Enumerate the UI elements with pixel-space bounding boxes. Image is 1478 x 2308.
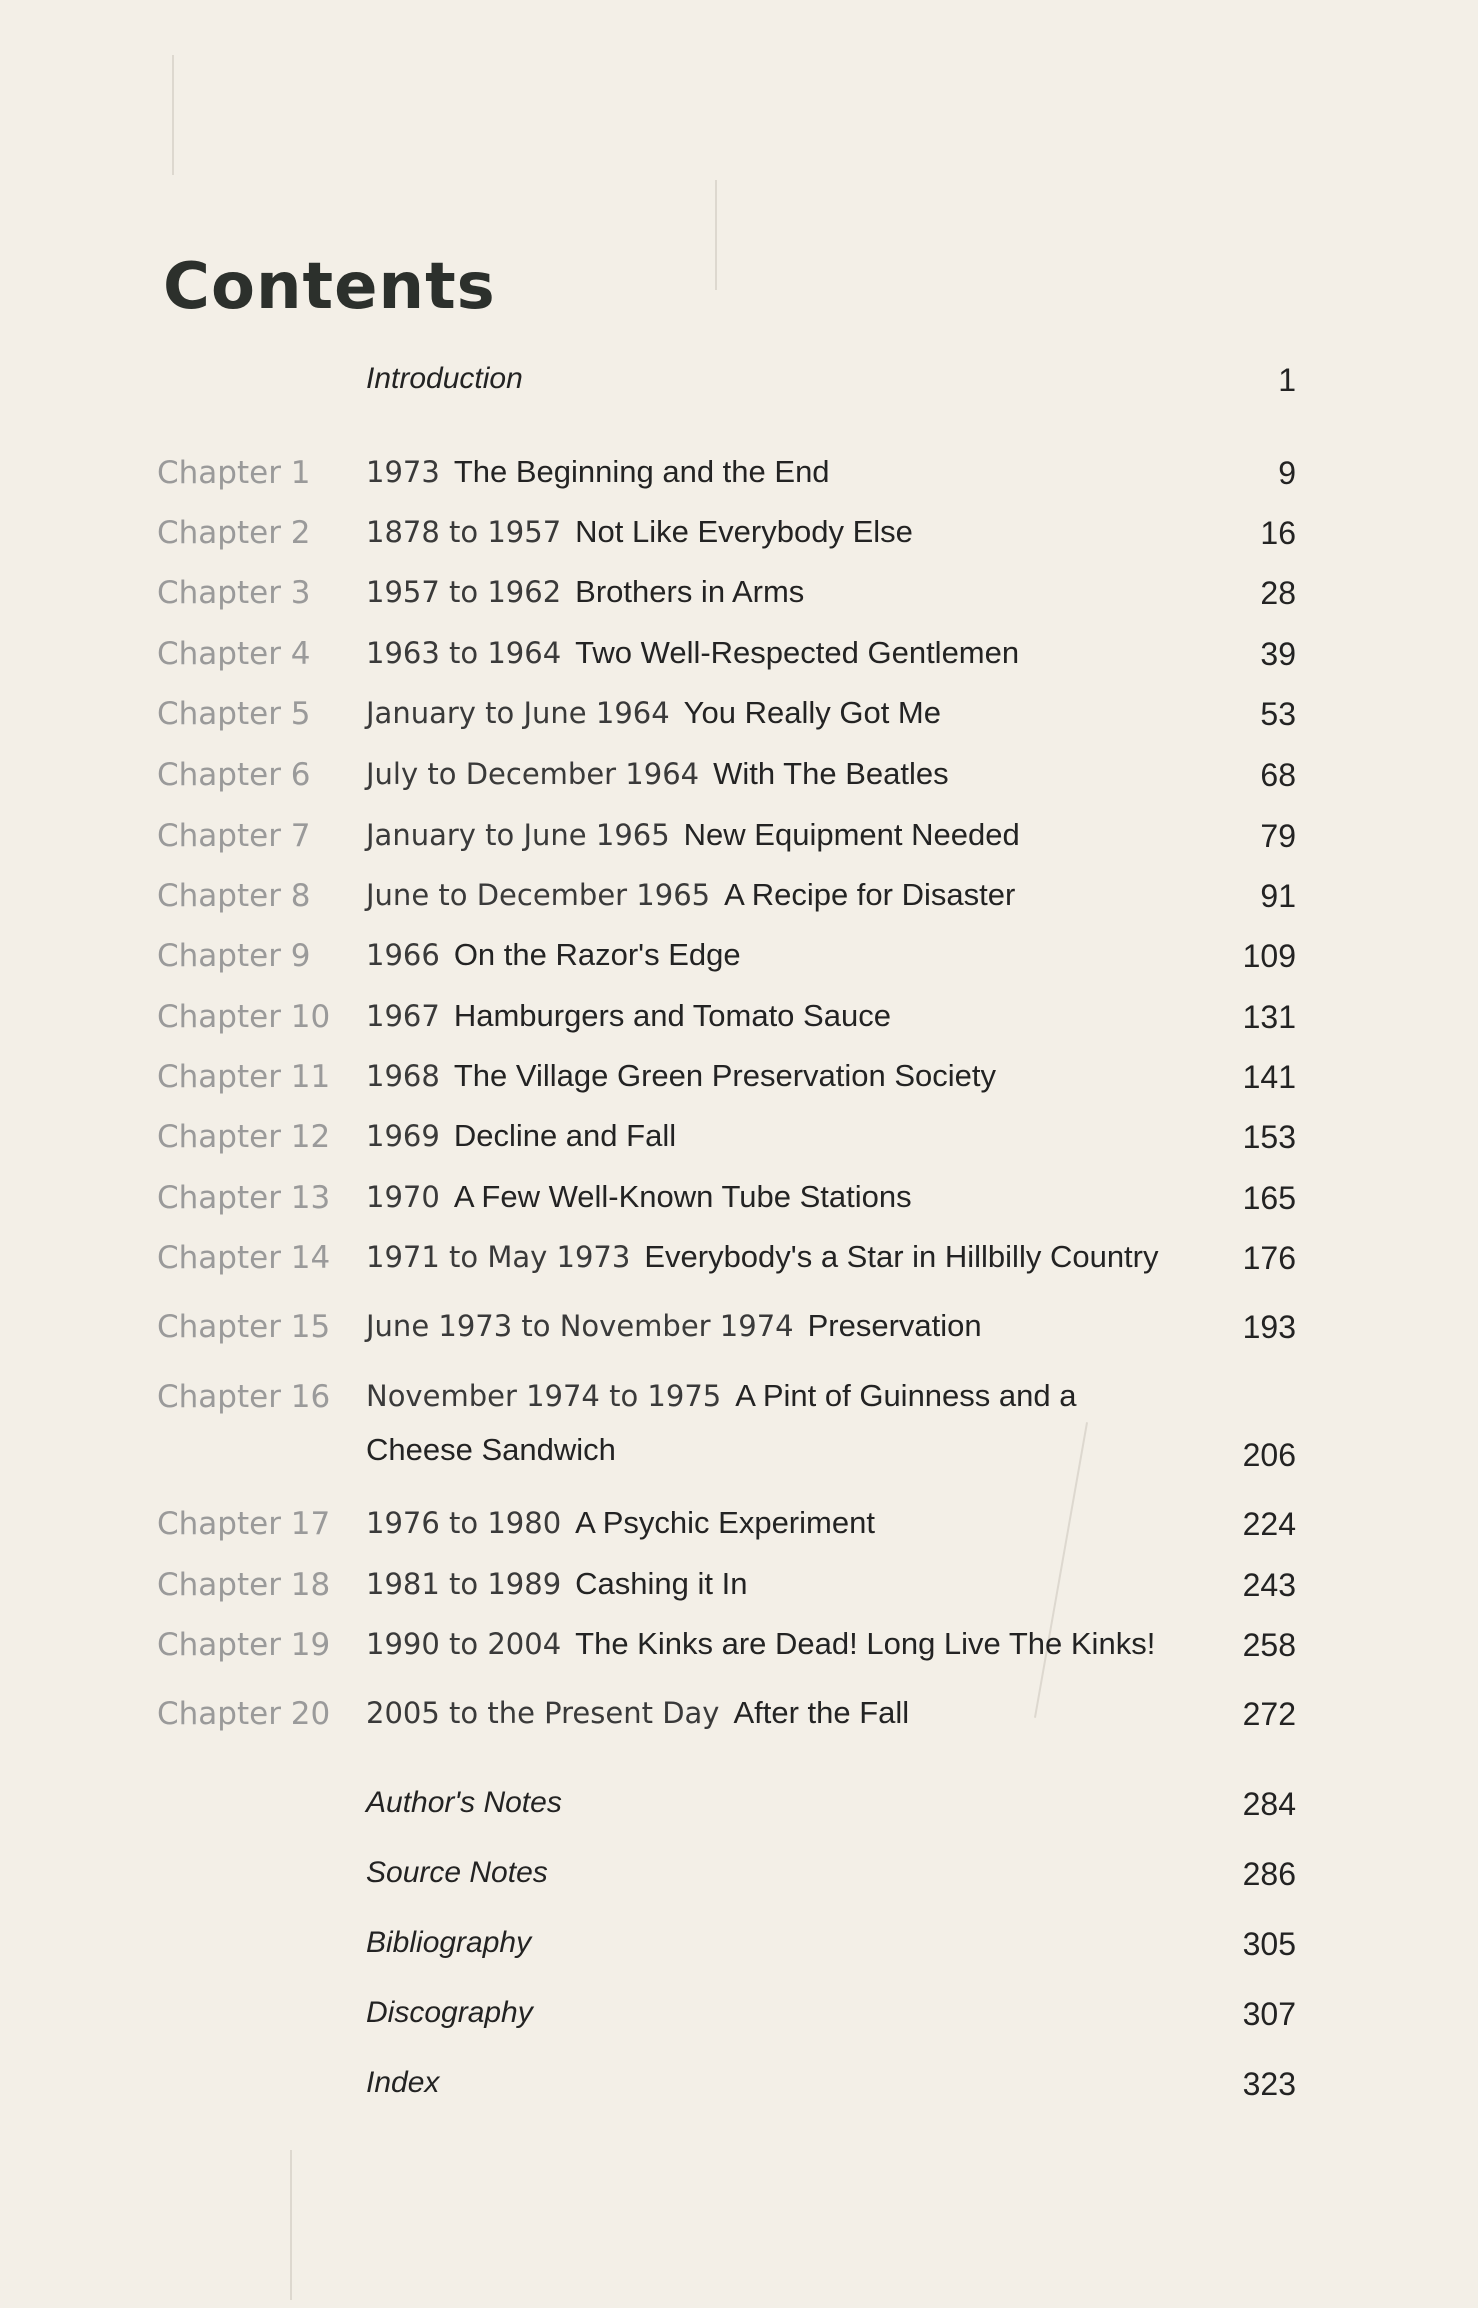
chapter-title: You Really Got Me	[683, 695, 941, 730]
chapter-page: 79	[1260, 818, 1296, 854]
chapter-label: Chapter 20	[157, 1696, 331, 1732]
chapter-page: 53	[1260, 696, 1296, 732]
toc-chapter-row	[0, 1378, 1478, 1473]
chapter-entry	[366, 868, 1196, 922]
chapter-title: Two Well-Respected Gentlemen	[575, 635, 1020, 670]
chapter-label: Chapter 6	[157, 757, 311, 793]
chapter-label: Chapter 19	[157, 1627, 331, 1663]
page-title: Contents	[163, 250, 496, 324]
chapter-years: 1878 to 1957	[366, 515, 562, 549]
chapter-entry	[366, 1109, 1196, 1163]
chapter-entry	[366, 1369, 1196, 1477]
chapter-page: 258	[1242, 1627, 1296, 1663]
chapter-title: The Kinks are Dead! Long Live The Kinks!	[575, 1626, 1156, 1661]
chapter-page: 16	[1260, 515, 1296, 551]
chapter-entry	[366, 1496, 1196, 1550]
chapter-label: Chapter 5	[157, 696, 311, 732]
chapter-label: Chapter 9	[157, 938, 311, 974]
toc-chapter-row	[0, 1240, 1478, 1300]
back-page: 307	[1242, 1996, 1296, 2032]
chapter-page: 176	[1242, 1240, 1296, 1276]
chapter-page: 39	[1260, 636, 1296, 672]
chapter-entry	[366, 747, 1196, 801]
back-page: 284	[1242, 1786, 1296, 1822]
back-label: Bibliography	[366, 1926, 532, 1959]
chapter-years: 1981 to 1989	[366, 1567, 562, 1601]
toc-chapter-row	[0, 1627, 1478, 1687]
chapter-entry	[366, 1557, 1196, 1611]
back-label: Index	[366, 2066, 440, 2099]
back-label: Source Notes	[366, 1856, 548, 1889]
chapter-title: After the Fall	[733, 1695, 910, 1730]
back-page: 286	[1242, 1856, 1296, 1892]
chapter-entry	[366, 1170, 1196, 1224]
chapter-label: Chapter 4	[157, 636, 311, 672]
chapter-entry	[366, 445, 1196, 499]
chapter-years: November 1974 to 1975	[366, 1379, 722, 1413]
chapter-years: January to June 1964	[366, 696, 670, 730]
chapter-years: 2005 to the Present Day	[366, 1696, 720, 1730]
chapter-title: Decline and Fall	[453, 1118, 677, 1153]
chapter-label: Chapter 10	[157, 999, 331, 1035]
chapter-title: New Equipment Needed	[683, 817, 1020, 852]
chapter-page: 206	[1242, 1437, 1296, 1473]
chapter-years: 1957 to 1962	[366, 575, 562, 609]
toc-back-row	[0, 1926, 1478, 1986]
chapter-years: January to June 1965	[366, 818, 670, 852]
chapter-label: Chapter 7	[157, 818, 311, 854]
chapter-entry	[366, 686, 1196, 740]
chapter-label: Chapter 12	[157, 1119, 331, 1155]
front-label: Introduction	[366, 362, 523, 395]
toc-chapter-row	[0, 1309, 1478, 1369]
chapter-title: A Recipe for Disaster	[724, 877, 1016, 912]
chapter-entry	[366, 505, 1196, 559]
chapter-years: 1968	[366, 1059, 440, 1093]
chapter-years: July to December 1964	[366, 757, 700, 791]
chapter-years: 1967	[366, 999, 440, 1033]
chapter-page: 141	[1242, 1059, 1296, 1095]
chapter-title-cont: Cheese Sandwich	[366, 1432, 616, 1467]
chapter-label: Chapter 13	[157, 1180, 331, 1216]
front-page: 1	[1278, 362, 1296, 398]
back-page: 305	[1242, 1926, 1296, 1962]
toc-back-row	[0, 1786, 1478, 1846]
back-page: 323	[1242, 2066, 1296, 2102]
chapter-years: 1973	[366, 455, 440, 489]
toc-back-row	[0, 1996, 1478, 2056]
chapter-title: Hamburgers and Tomato Sauce	[453, 998, 891, 1033]
chapter-page: 9	[1278, 455, 1296, 491]
chapter-page: 272	[1242, 1696, 1296, 1732]
chapter-years: June to December 1965	[366, 878, 711, 912]
chapter-page: 224	[1242, 1506, 1296, 1542]
chapter-page: 153	[1242, 1119, 1296, 1155]
chapter-years: 1970	[366, 1180, 440, 1214]
chapter-entry	[366, 989, 1196, 1043]
chapter-entry	[366, 808, 1196, 862]
chapter-label: Chapter 18	[157, 1567, 331, 1603]
chapter-label: Chapter 3	[157, 575, 311, 611]
chapter-label: Chapter 2	[157, 515, 311, 551]
chapter-page: 243	[1242, 1567, 1296, 1603]
chapter-label: Chapter 17	[157, 1506, 331, 1542]
chapter-title: A Few Well-Known Tube Stations	[453, 1179, 912, 1214]
chapter-label: Chapter 16	[157, 1379, 331, 1415]
chapter-title: With The Beatles	[713, 756, 949, 791]
chapter-years: June 1973 to November 1974	[366, 1309, 794, 1343]
toc-back-row	[0, 1856, 1478, 1916]
chapter-title: Brothers in Arms	[575, 574, 805, 609]
chapter-label: Chapter 8	[157, 878, 311, 914]
chapter-page: 28	[1260, 575, 1296, 611]
chapter-entry	[366, 1230, 1196, 1284]
chapter-label: Chapter 1	[157, 455, 311, 491]
chapter-title: Everybody's a Star in Hillbilly Country	[644, 1239, 1159, 1274]
chapter-years: 1990 to 2004	[366, 1627, 562, 1661]
chapter-page: 68	[1260, 757, 1296, 793]
chapter-label: Chapter 14	[157, 1240, 331, 1276]
chapter-entry	[366, 1049, 1196, 1103]
chapter-title: On the Razor's Edge	[453, 937, 741, 972]
chapter-title: Cashing it In	[575, 1566, 748, 1601]
chapter-page: 165	[1242, 1180, 1296, 1216]
chapter-years: 1963 to 1964	[366, 636, 562, 670]
back-label: Author's Notes	[366, 1786, 562, 1819]
chapter-page: 109	[1242, 938, 1296, 974]
chapter-page: 91	[1260, 878, 1296, 914]
chapter-page: 131	[1242, 999, 1296, 1035]
toc-back-row	[0, 2066, 1478, 2126]
chapter-years: 1971 to May 1973	[366, 1240, 631, 1274]
chapter-years: 1969	[366, 1119, 440, 1153]
chapter-page: 193	[1242, 1309, 1296, 1345]
chapter-label: Chapter 11	[157, 1059, 331, 1095]
toc-front-row	[0, 362, 1478, 422]
back-label: Discography	[366, 1996, 533, 2029]
chapter-entry	[366, 928, 1196, 982]
chapter-title: A Pint of Guinness and a	[735, 1378, 1077, 1413]
chapter-title: Not Like Everybody Else	[575, 514, 913, 549]
chapter-entry	[366, 1299, 1196, 1353]
toc-chapter-row	[0, 1696, 1478, 1756]
chapter-entry	[366, 626, 1196, 680]
chapter-title: The Beginning and the End	[453, 454, 830, 489]
chapter-label: Chapter 15	[157, 1309, 331, 1345]
chapter-years: 1966	[366, 938, 440, 972]
chapter-entry	[366, 1617, 1196, 1671]
chapter-title: Preservation	[807, 1308, 982, 1343]
chapter-years: 1976 to 1980	[366, 1506, 562, 1540]
chapter-title: The Village Green Preservation Society	[453, 1058, 997, 1093]
chapter-title: A Psychic Experiment	[575, 1505, 875, 1540]
chapter-entry	[366, 1686, 1196, 1740]
chapter-entry	[366, 565, 1196, 619]
